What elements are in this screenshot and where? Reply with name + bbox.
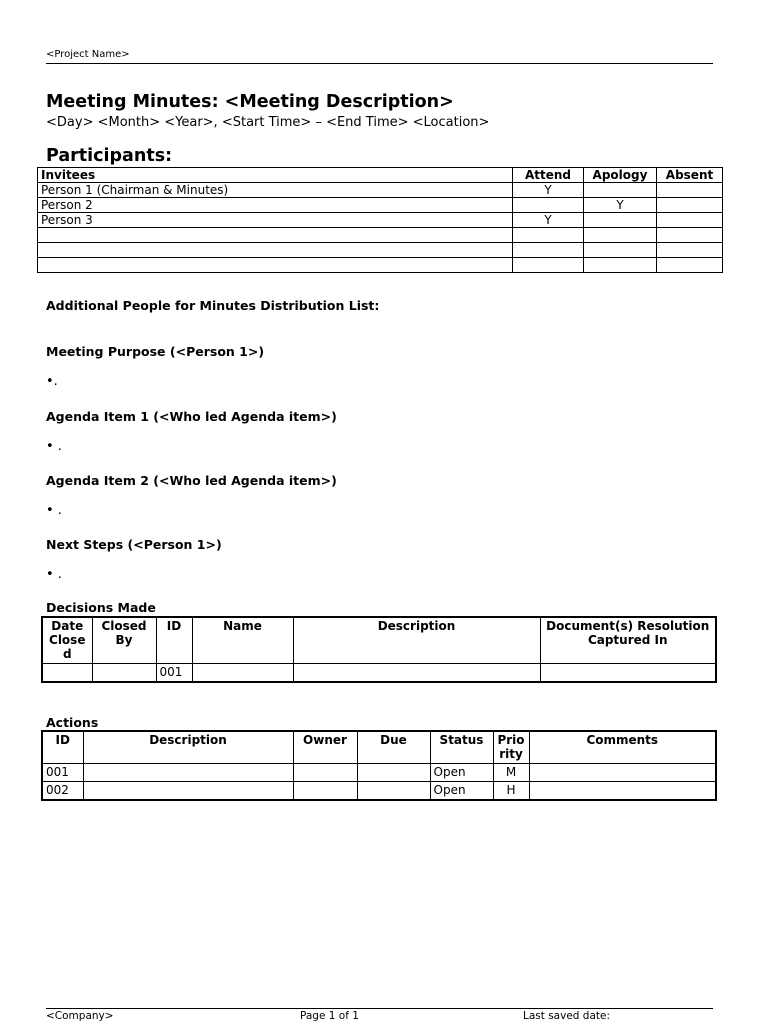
cell[interactable]	[657, 198, 723, 213]
cell[interactable]	[513, 228, 584, 243]
cell[interactable]: H	[493, 781, 529, 800]
cell[interactable]: Open	[430, 781, 493, 800]
cell[interactable]: 001	[156, 663, 192, 682]
cell[interactable]	[83, 781, 293, 800]
cell[interactable]: Y	[513, 213, 584, 228]
table-row	[38, 228, 723, 243]
cell[interactable]	[293, 763, 357, 781]
cell[interactable]	[293, 663, 540, 682]
cell[interactable]: 001	[42, 763, 83, 781]
cell[interactable]	[293, 781, 357, 800]
meeting-purpose-bullet[interactable]: •.	[46, 374, 58, 389]
cell[interactable]	[657, 228, 723, 243]
cell[interactable]: Person 1 (Chairman & Minutes)	[38, 183, 513, 198]
cell[interactable]	[657, 258, 723, 273]
table-row	[38, 243, 723, 258]
cell[interactable]	[38, 228, 513, 243]
meeting-purpose-heading: Meeting Purpose (<Person 1>)	[46, 344, 265, 359]
cell[interactable]	[584, 228, 657, 243]
cell[interactable]	[584, 243, 657, 258]
cell[interactable]	[513, 258, 584, 273]
cell[interactable]	[92, 663, 156, 682]
col-description: Description	[83, 731, 293, 763]
cell[interactable]	[357, 763, 430, 781]
col-attend: Attend	[513, 168, 584, 183]
meeting-details: <Day> <Month> <Year>, <Start Time> – <End Time> <Location>	[46, 115, 490, 130]
cell[interactable]	[529, 781, 716, 800]
cell[interactable]: Person 2	[38, 198, 513, 213]
cell[interactable]	[513, 198, 584, 213]
agenda-item-1-bullet[interactable]: • .	[46, 439, 62, 454]
col-id: ID	[42, 731, 83, 763]
next-steps-bullet[interactable]: • .	[46, 567, 62, 582]
table-row	[42, 763, 716, 781]
table-row	[38, 258, 723, 273]
col-invitees: Invitees	[38, 168, 513, 183]
table-header-row	[38, 168, 723, 183]
cell[interactable]: M	[493, 763, 529, 781]
header-rule	[46, 63, 713, 64]
cell[interactable]	[584, 213, 657, 228]
table-header-row	[42, 731, 716, 763]
table-header-row	[42, 617, 716, 663]
table-row	[38, 213, 723, 228]
cell[interactable]	[83, 763, 293, 781]
col-description: Description	[293, 617, 540, 663]
cell[interactable]	[38, 258, 513, 273]
cell[interactable]: 002	[42, 781, 83, 800]
project-name: <Project Name>	[46, 49, 130, 60]
actions-heading: Actions	[46, 715, 99, 730]
col-priority: Prio rity	[493, 731, 529, 763]
cell[interactable]	[540, 663, 716, 682]
col-apology: Apology	[584, 168, 657, 183]
agenda-item-2-heading: Agenda Item 2 (<Who led Agenda item>)	[46, 473, 337, 488]
col-due: Due	[357, 731, 430, 763]
decisions-heading: Decisions Made	[46, 600, 156, 615]
participants-heading: Participants:	[46, 146, 173, 166]
cell[interactable]	[38, 243, 513, 258]
footer-page-number: Page 1 of 1	[300, 1010, 359, 1022]
cell[interactable]: Person 3	[38, 213, 513, 228]
col-owner: Owner	[293, 731, 357, 763]
footer-rule	[46, 1008, 713, 1009]
col-closed-by: Closed By	[92, 617, 156, 663]
cell[interactable]	[192, 663, 293, 682]
cell[interactable]: Y	[513, 183, 584, 198]
table-row	[38, 198, 723, 213]
col-id: ID	[156, 617, 192, 663]
col-status: Status	[430, 731, 493, 763]
page-title: Meeting Minutes: <Meeting Description>	[46, 92, 454, 112]
actions-table	[41, 730, 717, 801]
table-row	[42, 663, 716, 682]
agenda-item-1-heading: Agenda Item 1 (<Who led Agenda item>)	[46, 409, 337, 424]
cell[interactable]	[357, 781, 430, 800]
col-absent: Absent	[657, 168, 723, 183]
cell[interactable]	[657, 213, 723, 228]
participants-table	[37, 167, 723, 273]
col-resolution: Document(s) Resolution Captured In	[540, 617, 716, 663]
cell[interactable]: Open	[430, 763, 493, 781]
cell[interactable]	[584, 183, 657, 198]
decisions-table	[41, 616, 717, 683]
agenda-item-2-bullet[interactable]: • .	[46, 503, 62, 518]
footer-last-saved: Last saved date:	[523, 1010, 611, 1022]
cell[interactable]	[42, 663, 92, 682]
cell[interactable]	[657, 243, 723, 258]
cell[interactable]	[657, 183, 723, 198]
table-row	[42, 781, 716, 800]
cell[interactable]	[513, 243, 584, 258]
col-comments: Comments	[529, 731, 716, 763]
table-row	[38, 183, 723, 198]
cell[interactable]	[584, 258, 657, 273]
footer-company: <Company>	[46, 1010, 114, 1022]
next-steps-heading: Next Steps (<Person 1>)	[46, 537, 222, 552]
cell[interactable]	[529, 763, 716, 781]
col-name: Name	[192, 617, 293, 663]
col-date-closed: Date Close d	[42, 617, 92, 663]
distribution-list-label: Additional People for Minutes Distribution List:	[46, 298, 380, 313]
cell[interactable]: Y	[584, 198, 657, 213]
